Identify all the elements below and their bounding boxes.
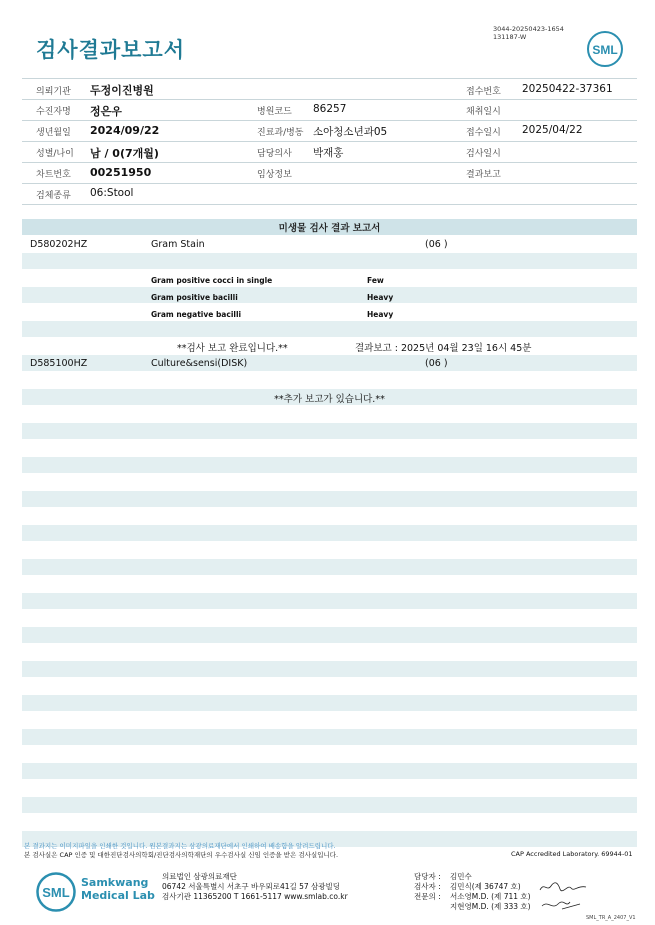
info-divider (22, 183, 637, 184)
info-divider (22, 78, 637, 79)
institution-label: 의뢰기관 (36, 87, 71, 97)
result-band (22, 729, 637, 745)
doctor-value: 박재홍 (313, 147, 344, 159)
staff-name: 지현영M.D. (제 333 호) (450, 902, 531, 911)
specimen-value: 06:Stool (90, 187, 134, 199)
gram-result-name: Gram negative bacilli (151, 310, 242, 319)
org-name: 의료법인 삼광의료재단 (162, 872, 237, 881)
sex-age-value: 남 / 0(7개월) (90, 147, 159, 160)
signature-image (538, 880, 588, 894)
result-band (22, 457, 637, 473)
test2-name: Culture&sensi(DISK) (151, 358, 248, 369)
result-band (22, 695, 637, 711)
sex-age-label: 성별/나이 (36, 149, 74, 159)
dob-value: 2024/09/22 (90, 124, 160, 137)
result-band (22, 355, 637, 371)
section-title: 미생물 검사 결과 보고서 (278, 223, 381, 234)
result-band (22, 287, 637, 303)
chart-no-label: 차트번호 (36, 170, 71, 180)
sml-footer-logo-icon (36, 872, 76, 912)
gram-result-name: Gram positive cocci in single (151, 276, 273, 285)
org-contact: 검사기관 11365200 T 1661-5117 www.smlab.co.kr (162, 892, 348, 901)
report-time: 결과보고 : 2025년 04월 23일 16시 45분 (355, 343, 532, 354)
dept-value: 소아청소년과05 (313, 126, 388, 138)
brand-line-2: Medical Lab (81, 889, 155, 902)
institution-value: 두정이진병원 (90, 84, 154, 97)
gram-result-value: Few (367, 276, 384, 285)
info-divider (22, 99, 637, 100)
report-title: 검사결과보고서 (36, 38, 186, 62)
complete-message: **검사 보고 완료입니다.** (177, 343, 288, 354)
patient-name-label: 수진자명 (36, 107, 71, 117)
staff-row (414, 882, 531, 892)
staff-name: 김민수 (450, 872, 472, 881)
result-band (22, 627, 637, 643)
receipt-no-value: 20250422-37361 (522, 83, 613, 95)
staff-row (414, 902, 531, 912)
test1-name: Gram Stain (151, 239, 205, 250)
test-date-label: 검사일시 (466, 149, 501, 159)
cap-accreditation: CAP Accredited Laboratory. 69944-01 (511, 850, 633, 858)
dob-label: 생년월일 (36, 128, 71, 138)
info-divider (22, 204, 637, 205)
image-print-notice: 본 결과지는 이미지파일을 인쇄한 것입니다. 원본결과지는 삼광의료재단에서 인쇄하여 배송함을 알려드립니다. (24, 842, 336, 850)
dept-label: 진료과/병동 (257, 128, 304, 138)
reference-number (493, 25, 564, 41)
info-divider (22, 162, 637, 163)
sml-logo-icon (587, 31, 623, 67)
brand-name (81, 876, 155, 902)
receipt-date-value: 2025/04/22 (522, 124, 583, 136)
result-band (22, 491, 637, 507)
result-band (22, 797, 637, 813)
result-band (22, 525, 637, 541)
brand-line-1: Samkwang (81, 876, 149, 889)
staff-row (414, 872, 531, 882)
doctor-label: 담당의사 (257, 149, 292, 159)
result-band (22, 559, 637, 575)
staff-role: 담당자 : (414, 872, 441, 881)
hospital-code-label: 병원코드 (257, 107, 292, 117)
test2-number: (06 ) (425, 358, 448, 369)
sml-logo-text: SML (592, 43, 618, 57)
staff-row (414, 892, 531, 902)
clinical-info-label: 임상정보 (257, 170, 292, 180)
staff-role: 검사자 : (414, 882, 441, 891)
result-band (22, 763, 637, 779)
specimen-label: 검체종류 (36, 191, 71, 201)
accreditation-notice: 본 검사실은 CAP 인증 및 대한진단검사의학회/진단검사의학재단의 우수검사실 신임 인증을 받은 검사실입니다. (24, 851, 339, 859)
info-divider (22, 120, 637, 121)
result-band (22, 661, 637, 677)
staff-name: 김민식(제 36747 호) (450, 882, 521, 891)
test1-code: D580202HZ (30, 239, 88, 250)
gram-result-value: Heavy (367, 293, 394, 302)
patient-name-value: 정은우 (90, 105, 122, 118)
additional-report-message: **추가 보고가 있습니다.** (274, 394, 385, 405)
info-divider (22, 141, 637, 142)
receipt-date-label: 접수일시 (466, 128, 501, 138)
result-band (22, 253, 637, 269)
footer-address-block (162, 872, 348, 902)
staff-name: 서소영M.D. (제 711 호) (450, 892, 531, 901)
reference-line-2: 131187-W (493, 33, 527, 41)
result-band (22, 593, 637, 609)
collect-date-label: 채취일시 (466, 107, 501, 117)
result-band (22, 423, 637, 439)
test2-code: D585100HZ (30, 358, 88, 369)
result-band (22, 321, 637, 337)
report-label: 결과보고 (466, 170, 501, 180)
staff-block (414, 872, 531, 912)
hospital-code-value: 86257 (313, 103, 347, 115)
reference-line-1: 3044-20250423-1654 (493, 25, 564, 33)
chart-no-value: 00251950 (90, 166, 152, 179)
test1-number: (06 ) (425, 239, 448, 250)
form-code: SML_TR_A_2407_V1 (586, 915, 636, 921)
staff-role: 전문의 : (414, 892, 441, 901)
gram-result-name: Gram positive bacilli (151, 293, 238, 302)
sml-footer-logo-text: SML (42, 885, 70, 900)
gram-result-value: Heavy (367, 310, 394, 319)
org-address: 06742 서울특별시 서초구 바우뫼로41길 57 삼광빌딩 (162, 882, 341, 891)
receipt-no-label: 접수번호 (466, 87, 501, 97)
signature-image (540, 898, 582, 912)
